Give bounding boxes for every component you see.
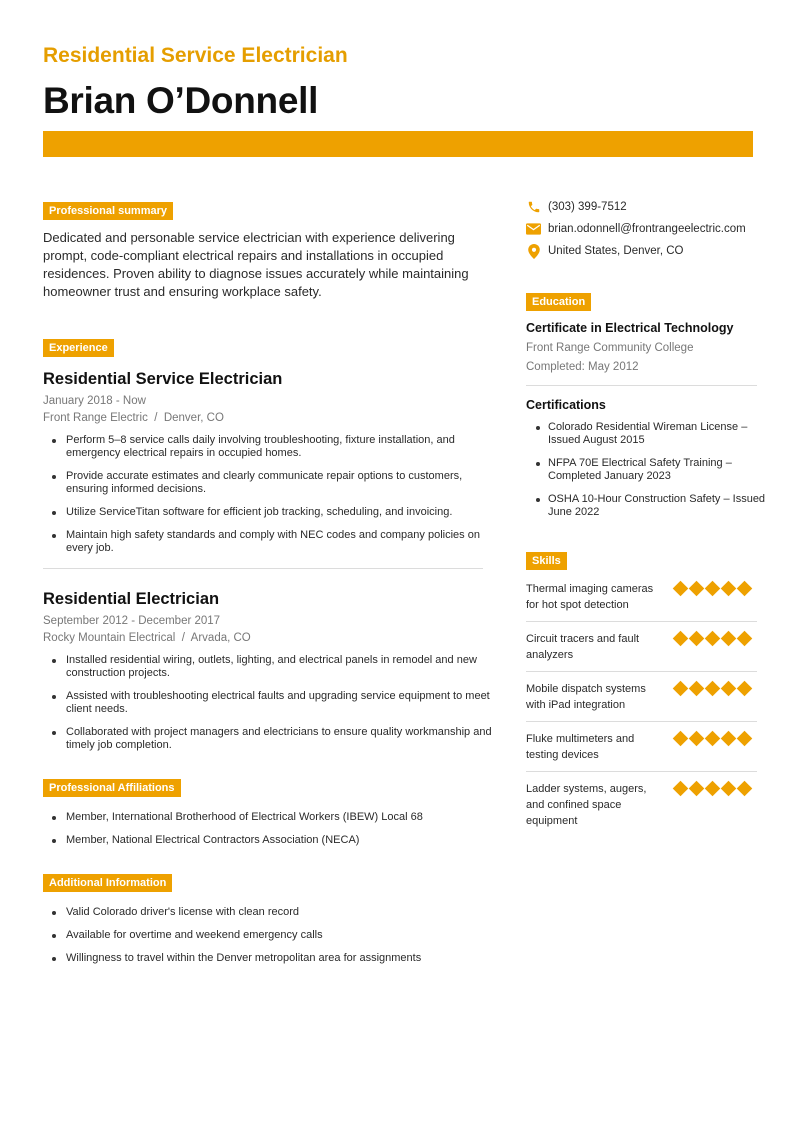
rating-diamond-icon [673,581,689,597]
rating-diamond-icon [689,781,705,797]
contact-section [526,200,766,258]
rating-diamond-icon [721,781,737,797]
education-school: Front Range Community College [526,342,694,354]
job-company: Rocky Mountain Electrical [43,632,176,644]
email-icon [526,222,541,236]
rating-diamond-icon [737,781,753,797]
skill-name: Circuit tracers and fault analyzers [526,633,640,661]
affiliations-section [43,778,493,847]
contact-email [526,222,766,236]
skill-row [526,572,757,622]
location-pin-icon [526,244,541,258]
candidate-name: Brian O’Donnell [43,80,319,121]
skill-rating [674,631,751,645]
list-item: Colorado Residential Wireman License – Issued August 2015 [526,421,766,447]
right-column [526,200,766,837]
additional-info-section [43,873,493,965]
header-accent-bar [43,131,753,157]
rating-diamond-icon [705,781,721,797]
rating-diamond-icon [705,631,721,647]
job-divider [43,568,483,569]
job-entry [43,370,493,555]
rating-diamond-icon [673,681,689,697]
list-item: Valid Colorado driver's license with clean record [43,906,493,919]
list-item: NFPA 70E Electrical Safety Training – Completed January 2023 [526,457,766,483]
job-entry [43,590,493,752]
skill-name: Fluke multimeters and testing devices [526,733,635,761]
experience-section [43,338,493,752]
rating-diamond-icon [689,731,705,747]
education-degree: Certificate in Electrical Technology [526,321,734,335]
rating-diamond-icon [673,781,689,797]
list-item: Willingness to travel within the Denver metropolitan area for assignments [43,952,493,965]
education-label: Education [526,293,591,311]
rating-diamond-icon [737,681,753,697]
skill-name: Ladder systems, augers, and confined space equipment [526,783,647,827]
skills-section [526,551,757,837]
contact-location [526,244,766,258]
rating-diamond-icon [673,731,689,747]
job-bullets [43,434,493,555]
job-dates: September 2012 - December 2017 [43,615,221,627]
summary-section [43,201,493,301]
education-completed: Completed: May 2012 [526,361,639,373]
phone-icon [526,200,541,214]
list-item: Collaborated with project managers and electricians to ensure quality workmanship and timely job completion. [43,726,493,752]
rating-diamond-icon [673,631,689,647]
list-item: Assisted with troubleshooting electrical faults and upgrading service equipment to meet client needs. [43,690,493,716]
rating-diamond-icon [705,581,721,597]
job-title: Residential Electrician [43,590,220,608]
additional-info-label: Additional Information [43,874,172,892]
list-item: Maintain high safety standards and comply with NEC codes and company policies on every job. [43,529,493,555]
contact-phone [526,200,766,214]
rating-diamond-icon [705,681,721,697]
job-dates: January 2018 - Now [43,395,146,407]
list-item: Available for overtime and weekend emergency calls [43,929,493,942]
job-company-location [43,412,493,424]
skill-row [526,672,757,722]
education-section [526,292,757,386]
skill-rating [674,681,751,695]
affiliations-label: Professional Affiliations [43,779,181,797]
skills-label: Skills [526,552,567,570]
skill-row [526,722,757,772]
education-divider [526,385,757,386]
affiliations-list [43,811,493,847]
rating-diamond-icon [689,581,705,597]
skills-list [526,572,757,837]
list-item: Utilize ServiceTitan software for efficient job tracking, scheduling, and invoicing. [43,506,493,519]
rating-diamond-icon [721,581,737,597]
summary-text: Dedicated and personable service electrician with experience delivering prompt, code-compliant electrical repairs and installations in occupied residences. Proven ability to diagnose issues accurately while maintaining homeowner trust and ensuring workplace safety. [43,230,469,299]
skill-rating [674,731,751,745]
list-item: Member, National Electrical Contractors Association (NECA) [43,834,493,847]
experience-label: Experience [43,339,114,357]
separator: / [178,632,189,644]
rating-diamond-icon [721,731,737,747]
skill-row [526,622,757,672]
job-location: Denver, CO [163,412,224,424]
job-bullets [43,654,493,752]
rating-diamond-icon [737,581,753,597]
rating-diamond-icon [689,631,705,647]
rating-diamond-icon [737,731,753,747]
skill-row [526,772,757,837]
skill-name: Thermal imaging cameras for hot spot detection [526,583,654,611]
rating-diamond-icon [705,731,721,747]
rating-diamond-icon [689,681,705,697]
rating-diamond-icon [721,681,737,697]
separator: / [151,412,161,424]
job-location: Arvada, CO [190,632,251,644]
rating-diamond-icon [721,631,737,647]
summary-label: Professional summary [43,202,173,220]
certifications-list [526,421,766,519]
phone-number[interactable]: (303) 399-7512 [548,201,627,213]
list-item: Provide accurate estimates and clearly communicate repair options to customers, ensuring informed decisions. [43,470,493,496]
skill-rating [674,781,751,795]
list-item: Installed residential wiring, outlets, lighting, and electrical panels in remodel and new construction projects. [43,654,493,680]
location-text: United States, Denver, CO [548,245,684,257]
job-title: Residential Service Electrician [43,370,283,388]
job-company-location [43,632,493,644]
skill-rating [674,581,751,595]
list-item: Member, International Brotherhood of Electrical Workers (IBEW) Local 68 [43,811,493,824]
certifications-section [526,398,766,519]
list-item: Perform 5–8 service calls daily involving troubleshooting, fixture installation, and emergency electrical repairs in occupied homes. [43,434,493,460]
skill-name: Mobile dispatch systems with iPad integration [526,683,646,711]
email-address[interactable]: brian.odonnell@frontrangeelectric.com [548,223,746,235]
left-column [43,201,493,975]
certifications-heading: Certifications [526,398,606,412]
job-company: Front Range Electric [43,412,148,424]
resume-headline: Residential Service Electrician [43,44,348,67]
additional-info-list [43,906,493,965]
rating-diamond-icon [737,631,753,647]
list-item: OSHA 10-Hour Construction Safety – Issued June 2022 [526,493,766,519]
